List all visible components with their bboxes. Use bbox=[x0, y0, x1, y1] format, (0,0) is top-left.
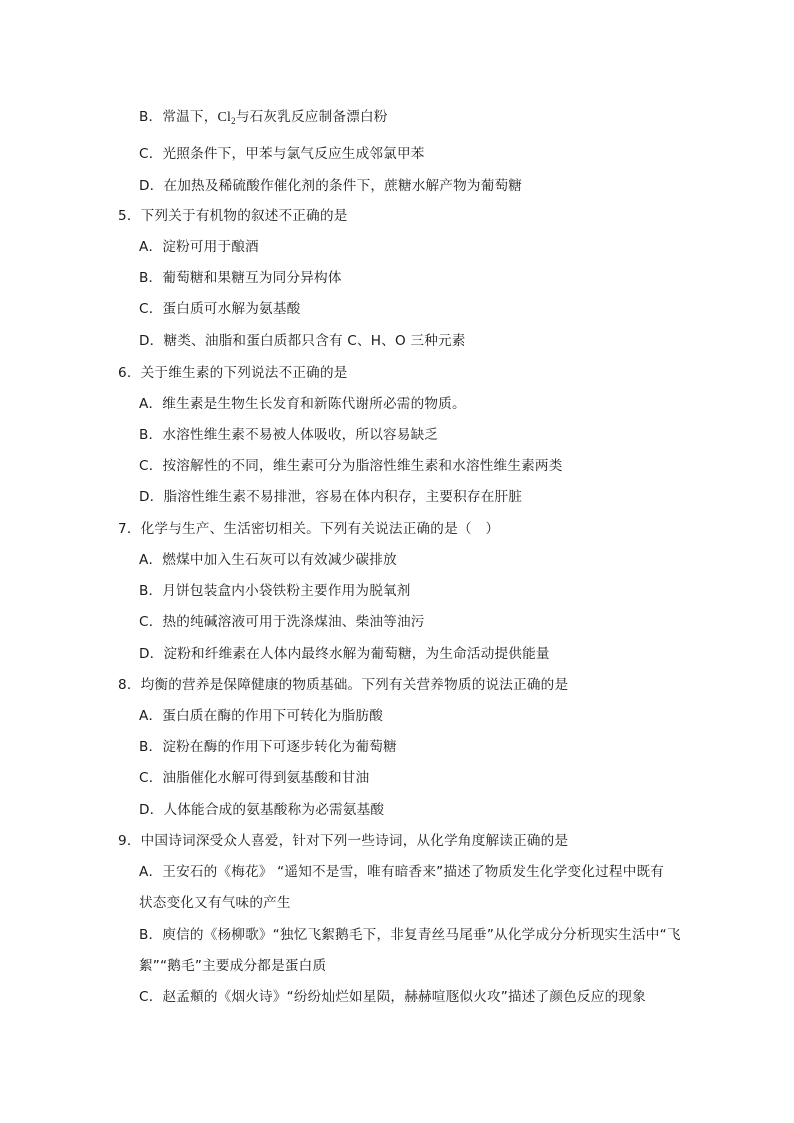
q7-option-c: C．热的纯碱溶液可用于洗涤煤油、柴油等油污 bbox=[139, 614, 425, 630]
q8-option-a: A．蛋白质在酶的作用下可转化为脂肪酸 bbox=[139, 708, 383, 724]
q9-option-b-line1: B．庾信的《杨柳歌》“独忆飞絮鹅毛下，非复青丝马尾垂”从化学成分分析现实生活中“飞 bbox=[139, 927, 681, 943]
q4-option-b bbox=[139, 108, 388, 130]
q5-option-b: B．葡萄糖和果糖互为同分异构体 bbox=[139, 270, 342, 286]
q7-stem: 7．化学与生产、生活密切相关。下列有关说法正确的是（ ） bbox=[118, 521, 500, 537]
chlorine-symbol: Cl bbox=[217, 110, 232, 125]
q6-option-d: D．脂溶性维生素不易排泄，容易在体内积存，主要积存在肝脏 bbox=[139, 489, 523, 505]
q4-option-b-prefix: B．常温下， bbox=[139, 109, 218, 125]
q6-stem: 6．关于维生素的下列说法不正确的是 bbox=[118, 365, 348, 381]
q9-stem: 9．中国诗词深受众人喜爱，针对下列一些诗词，从化学角度解读正确的是 bbox=[118, 833, 569, 849]
q8-option-b: B．淀粉在酶的作用下可逐步转化为葡萄糖 bbox=[139, 739, 397, 755]
q5-option-a: A．淀粉可用于酿酒 bbox=[139, 239, 259, 255]
q5-stem: 5．下列关于有机物的叙述不正确的是 bbox=[118, 208, 348, 224]
q7-option-a: A．燃煤中加入生石灰可以有效减少碳排放 bbox=[139, 552, 397, 568]
q4-option-c: C．光照条件下，甲苯与氯气反应生成邻氯甲苯 bbox=[139, 146, 425, 162]
q9-option-a-line1: A．王安石的《梅花》 “遥知不是雪，唯有暗香来”描述了物质发生化学变化过程中既有 bbox=[139, 864, 665, 880]
q5-option-d: D．糖类、油脂和蛋白质都只含有 C、H、O 三种元素 bbox=[139, 333, 466, 349]
q6-option-b: B．水溶性维生素不易被人体吸收，所以容易缺乏 bbox=[139, 427, 439, 443]
q6-option-c: C．按溶解性的不同，维生素可分为脂溶性维生素和水溶性维生素两类 bbox=[139, 458, 563, 474]
q8-option-d: D．人体能合成的氨基酸称为必需氨基酸 bbox=[139, 802, 385, 818]
q7-option-d: D．淀粉和纤维素在人体内最终水解为葡萄糖，为生命活动提供能量 bbox=[139, 646, 550, 662]
q8-option-c: C．油脂催化水解可得到氨基酸和甘油 bbox=[139, 770, 370, 786]
q4-option-d: D．在加热及稀硫酸作催化剂的条件下，蔗糖水解产物为葡萄糖 bbox=[139, 178, 523, 194]
q4-option-b-suffix: 与石灰乳反应制备漂白粉 bbox=[235, 109, 388, 125]
q7-option-b: B．月饼包装盒内小袋铁粉主要作用为脱氧剂 bbox=[139, 583, 411, 599]
q6-option-a: A．维生素是生物生长发育和新陈代谢所必需的物质。 bbox=[139, 396, 466, 412]
q9-option-a-line2: 状态变化又有气味的产生 bbox=[139, 895, 291, 911]
chlorine-subscript: 2 bbox=[231, 116, 236, 126]
q5-option-c: C．蛋白质可水解为氨基酸 bbox=[139, 301, 301, 317]
q9-option-b-line2: 絮”“鹅毛”主要成分都是蛋白质 bbox=[139, 958, 327, 974]
q8-stem: 8．均衡的营养是保障健康的物质基础。下列有关营养物质的说法正确的是 bbox=[118, 677, 569, 693]
q9-option-c: C．赵孟頫的《烟火诗》“纷纷灿烂如星陨，赫赫喧豗似火攻”描述了颜色反应的现象 bbox=[139, 989, 646, 1005]
chlorine-formula bbox=[218, 110, 236, 125]
